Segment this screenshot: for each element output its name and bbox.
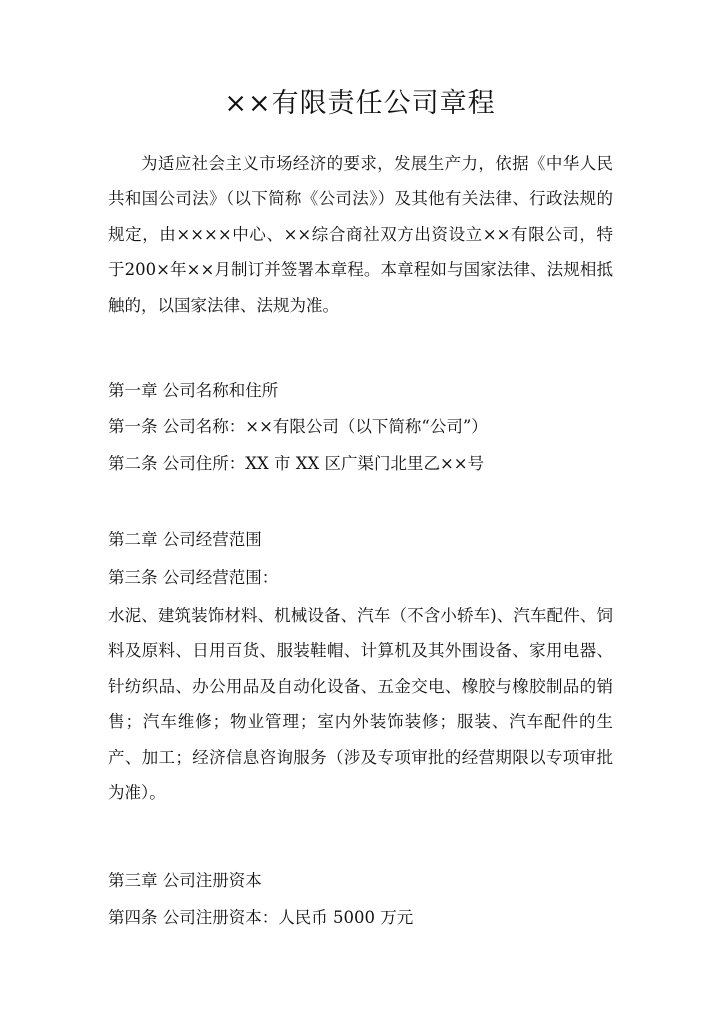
business-scope-paragraph: 水泥、建筑装饰材料、机械设备、汽车（不含小轿车)、汽车配件、饲料及原料、日用百货、服装鞋帽、计算机及其外围设备、家用电器、针纺织品、办公用品及自动化设备、五金交电、橡胶与橡胶制品的销售；汽车维修；物业管理；室内外装饰装修；服装、汽车配件的生产、加工；经济信息咨询服务（涉及专项审批的经营期限以专项审批为准）。 [108, 606, 613, 803]
document-title: ××有限责任公司章程 [224, 88, 496, 119]
chapter-1-heading: 第一章 公司名称和住所 [108, 381, 279, 400]
article-4: 第四条 公司注册资本：人民币 5000 万元 [108, 908, 414, 927]
article-1: 第一条 公司名称：××有限公司（以下简称“公司”） [108, 417, 488, 436]
intro-paragraph: 为适应社会主义市场经济的要求，发展生产力，依据《中华人民共和国公司法》（以下简称《公司法》）及其他有关法律、行政法规的规定，由××××中心、××综合商社双方出资设立××有限公司，特于200×年××月制订并签署本章程。本章程如与国家法律、法规相抵触的，以国家法律、法规为准。 [108, 154, 613, 315]
chapter-2-heading: 第二章 公司经营范围 [108, 530, 262, 549]
article-2: 第二条 公司住所：XX 市 XX 区广渠门北里乙××号 [108, 454, 485, 473]
chapter-3-heading: 第三章 公司注册资本 [108, 871, 262, 890]
article-3: 第三条 公司经营范围： [108, 568, 279, 587]
